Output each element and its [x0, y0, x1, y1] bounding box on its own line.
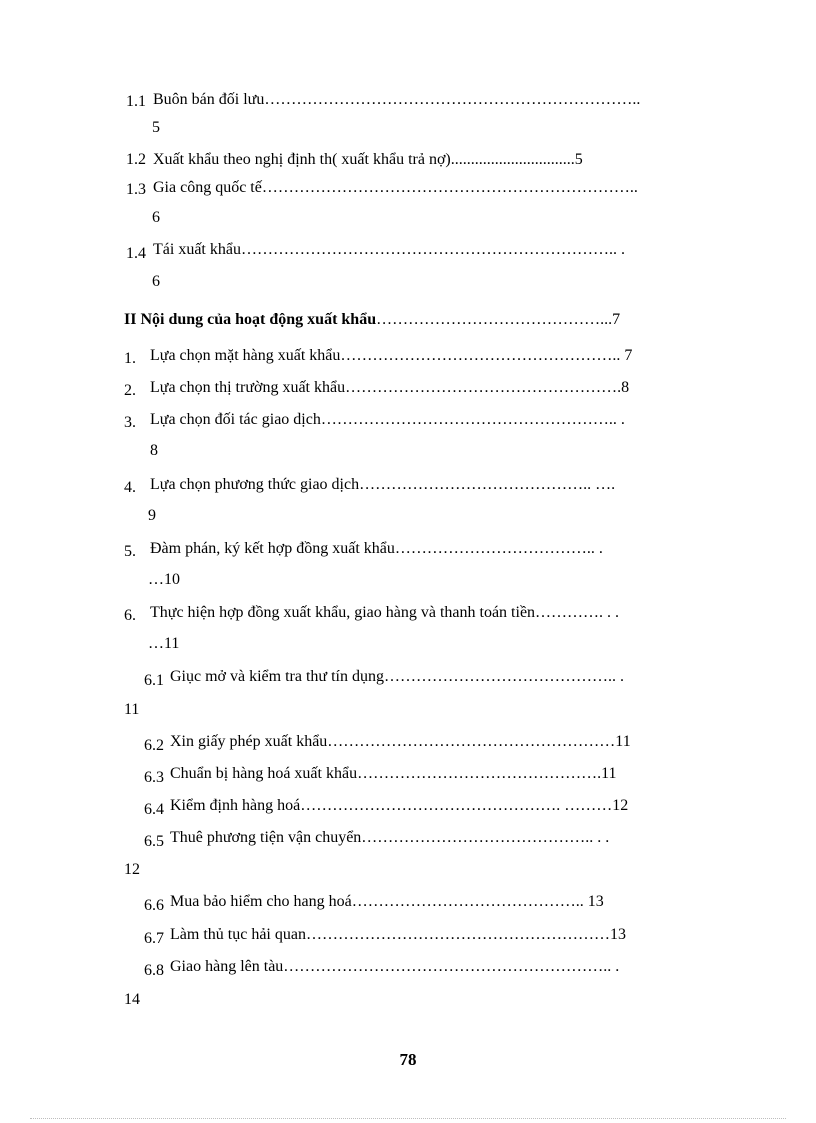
toc-entry-text: Xin giấy phép xuất khẩu………………………………………………11 — [170, 733, 631, 750]
toc-entry-number: 6.1 — [144, 672, 164, 689]
toc-entry-page: 6 — [152, 273, 160, 290]
toc-heading-text — [124, 310, 620, 330]
toc-entry-number: 1.2 — [126, 151, 146, 168]
toc-entry-text: Tái xuất khẩu…………………………………………………………….. . — [153, 241, 625, 258]
toc-entry-text: Lựa chọn mặt hàng xuất khẩu…………………………………………….. 7 — [150, 347, 633, 364]
toc-entry-number: 1. — [124, 350, 136, 367]
toc-entry-text: Lựa chọn thị trường xuất khẩu…………………………………………….8 — [150, 379, 630, 396]
toc-entry-page: 9 — [148, 507, 156, 524]
toc-entry-text: Giao hàng lên tàu…………………………………………………….. . — [170, 958, 620, 975]
toc-entry-number: 5. — [124, 543, 136, 560]
toc-entry-number: 3. — [124, 414, 136, 431]
page-number: 78 — [399, 1050, 417, 1069]
toc-heading-title: II Nội dung của hoạt động xuất khẩu — [124, 311, 377, 328]
toc-entry-text: Giục mở và kiểm tra thư tín dụng…………………………………….. . — [170, 668, 624, 685]
toc-entry-text: Đàm phán, ký kết hợp đồng xuất khẩu……………………………….. . — [150, 540, 603, 557]
toc-entry-number: 1.3 — [126, 181, 146, 198]
toc-entry-text: Kiểm định hàng hoá…………………………………………. ………12 — [170, 797, 629, 814]
toc-entry-text: Lựa chọn phương thức giao dịch…………………………………….. …. — [150, 476, 616, 493]
toc-entry-text: Thực hiện hợp đồng xuất khẩu, giao hàng và thanh toán tiền…………. . . — [150, 604, 620, 621]
toc-entry-text: Chuẩn bị hàng hoá xuất khẩu……………………………………….11 — [170, 765, 617, 782]
toc-entry-text: Mua bảo hiểm cho hang hoá…………………………………….. 13 — [170, 893, 604, 910]
toc-entry-page: …10 — [148, 571, 180, 588]
toc-entry-text: Xuất khẩu theo nghị định th( xuất khẩu trả nợ)...............................5 — [153, 151, 583, 168]
toc-entry-page: 6 — [152, 209, 160, 226]
toc-entry-text: Thuê phương tiện vận chuyển…………………………………….. . . — [170, 829, 610, 846]
toc-entry-number: 1.4 — [126, 245, 146, 262]
toc-entry-page: 12 — [124, 861, 140, 878]
toc-entry-number: 2. — [124, 382, 136, 399]
toc-entry-number: 4. — [124, 479, 136, 496]
toc-entry-text: Buôn bán đối lưu…………………………………………………………….. — [153, 91, 641, 108]
toc-entry-page: 11 — [124, 701, 140, 718]
toc-entry-number: 6.5 — [144, 833, 164, 850]
toc-entry-page: 5 — [152, 119, 160, 136]
toc-entry-number: 6.6 — [144, 897, 164, 914]
toc-entry-page: 14 — [124, 991, 140, 1008]
toc-entry-number: 6.3 — [144, 769, 164, 786]
toc-entry-number: 1.1 — [126, 93, 146, 110]
toc-heading-leader: ……………………………………...7 — [376, 311, 621, 328]
toc-entry-text: Lựa chọn đối tác giao dịch……………………………………………….. . — [150, 411, 625, 428]
toc-entry-number: 6.7 — [144, 930, 164, 947]
toc-entry-text: Gia công quốc tế…………………………………………………………….. — [153, 179, 638, 196]
toc-entry-number: 6.4 — [144, 801, 164, 818]
page-bottom-divider — [30, 1118, 786, 1119]
toc-entry-number: 6.2 — [144, 737, 164, 754]
toc-entry-number: 6.8 — [144, 962, 164, 979]
toc-entry-page: 8 — [150, 442, 158, 459]
toc-entry-number: 6. — [124, 607, 136, 624]
toc-entry-page: …11 — [148, 635, 180, 652]
toc-entry-text: Làm thủ tục hải quan…………………………………………………13 — [170, 926, 626, 943]
